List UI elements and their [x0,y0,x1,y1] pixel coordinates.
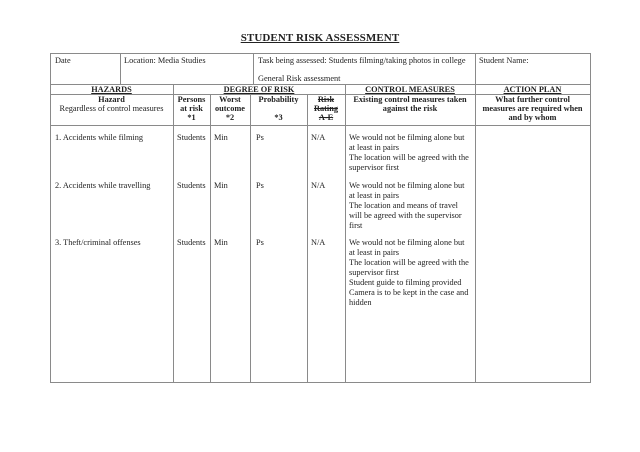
table-border-bottom [50,382,591,383]
info-divider-location [253,53,254,84]
col-header-worst-2: outcome [215,104,245,113]
probability-cell: Ps [256,181,264,190]
section-divider-degree [345,84,346,382]
control-line: supervisor first [349,163,400,172]
risk-cell: N/A [311,238,326,247]
section-action-plan: ACTION PLAN [503,85,562,94]
col-header-hazard: Hazard [98,95,125,104]
header-row-bottom-border [50,125,591,126]
col-header-control-2: against the risk [382,104,438,113]
col-header-control-1: Existing control measures taken [353,95,467,104]
control-line: hidden [349,298,372,307]
col-header-persons-1: Persons [177,95,206,104]
col-header-action-2: measures are required when [482,104,583,113]
col-header-persons-2: at risk [180,104,203,113]
control-line: supervisor first [349,268,400,277]
general-risk-label: General Risk assessment [258,74,341,83]
worst-cell: Min [214,238,228,247]
col-header-probability-2: *3 [274,113,283,122]
col-header-action-1: What further control [495,95,570,104]
probability-cell: Ps [256,133,264,142]
location-label: Location: Media Studies [124,56,206,65]
control-line: We would not be filming alone but [349,238,465,247]
control-line: Student guide to filming provided [349,278,462,287]
control-line: at least in pairs [349,248,399,257]
control-line: The location and means of travel [349,201,458,210]
col-header-probability-1: Probability [258,95,299,104]
control-line: at least in pairs [349,143,399,152]
worst-cell: Min [214,181,228,190]
section-divider-control [475,84,476,382]
worst-cell: Min [214,133,228,142]
col-header-risk-2: Rating [314,104,338,113]
task-label: Task being assessed: Students filming/taking photos in college [258,56,466,65]
col-header-action-3: and by whom [508,113,557,122]
risk-cell: N/A [311,181,326,190]
probability-cell: Ps [256,238,264,247]
control-line: will be agreed with the supervisor [349,211,462,220]
col-header-persons-3: *1 [187,113,196,122]
persons-cell: Students [177,181,206,190]
control-line: first [349,221,363,230]
col-header-worst-1: Worst [219,95,241,104]
info-divider-task [475,53,476,84]
control-line: Camera is to be kept in the case and [349,288,469,297]
table-border-right [590,53,591,383]
col-header-risk-3: A-E [318,113,334,122]
col-header-risk-1: Risk [317,95,335,104]
control-line: The location will be agreed with the [349,153,469,162]
control-line: The location will be agreed with the [349,258,469,267]
section-control-measures: CONTROL MEASURES [365,85,455,94]
col-header-worst-3: *2 [225,113,235,122]
page-title: STUDENT RISK ASSESSMENT [240,32,400,44]
control-line: We would not be filming alone but [349,181,465,190]
section-hazards: HAZARDS [91,85,132,94]
hazard-cell: 3. Theft/criminal offenses [55,238,141,247]
col-header-hazard-sub: Regardless of control measures [59,104,164,113]
student-name-label: Student Name: [479,56,529,65]
section-degree-of-risk: DEGREE OF RISK [223,85,295,94]
hazard-cell: 2. Accidents while travelling [55,181,151,190]
persons-cell: Students [177,133,206,142]
col-divider-worst [250,94,251,382]
col-divider-probability [307,94,308,382]
section-divider-hazards [173,84,174,382]
info-divider-date [120,53,121,84]
risk-cell: N/A [311,133,326,142]
date-label: Date [55,56,71,65]
control-line: at least in pairs [349,191,399,200]
table-border-top [50,53,591,54]
hazard-cell: 1. Accidents while filming [55,133,144,142]
persons-cell: Students [177,238,206,247]
col-divider-persons [210,94,211,382]
control-line: We would not be filming alone but [349,133,465,142]
